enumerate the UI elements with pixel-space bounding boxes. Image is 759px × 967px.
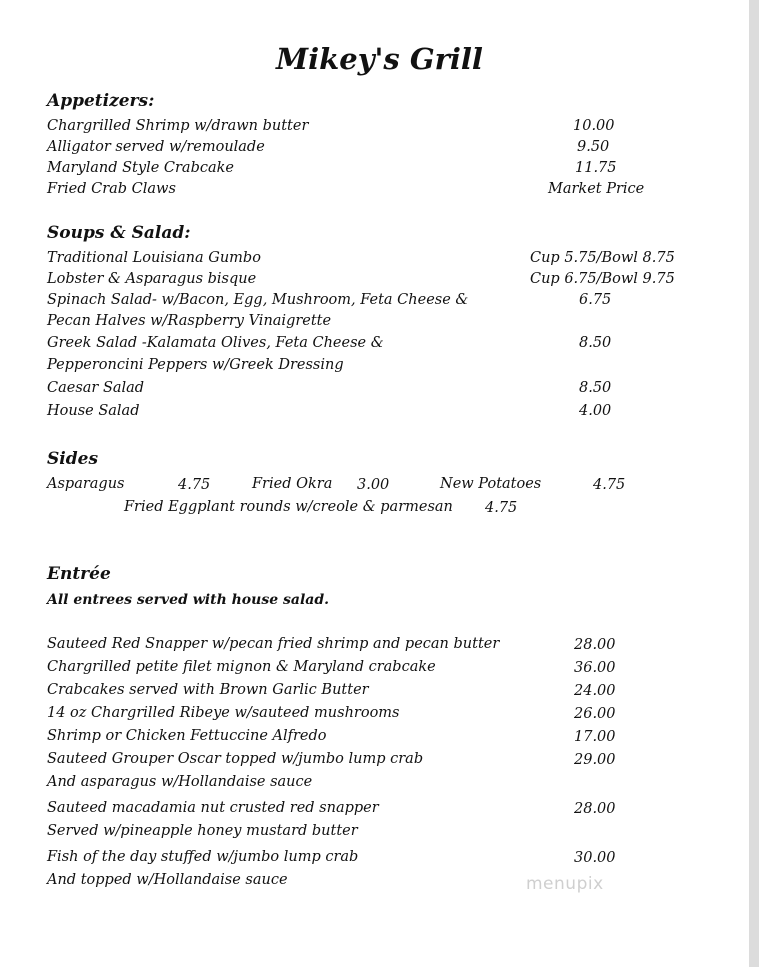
menu-item-description: Pepperoncini Peppers w/Greek Dressing [47, 357, 344, 373]
menu-item-price: 17.00 [574, 729, 616, 745]
menu-item-name: Fish of the day stuffed w/jumbo lump crab [47, 849, 359, 865]
menu-item-price: Cup 6.75/Bowl 9.75 [530, 271, 675, 287]
side-item-price: 4.75 [485, 500, 518, 516]
menu-item-name: Fried Crab Claws [47, 181, 176, 197]
menu-item-description: And topped w/Hollandaise sauce [47, 872, 288, 888]
menu-item-name: Chargrilled Shrimp w/drawn butter [47, 118, 309, 134]
sides-heading: Sides [47, 449, 99, 469]
menu-item-name: Crabcakes served with Brown Garlic Butter [47, 682, 369, 698]
menu-item-name: Lobster & Asparagus bisque [47, 271, 257, 287]
menu-item-price: 24.00 [574, 683, 616, 699]
menu-item-price: 8.50 [579, 380, 612, 396]
menu-item-name: Chargrilled petite filet mignon & Maryland crabcake [47, 659, 436, 675]
menu-item-name: Caesar Salad [47, 380, 145, 396]
appetizers-heading: Appetizers: [47, 91, 155, 111]
menu-item-price: 28.00 [574, 637, 616, 653]
menu-item-price: 36.00 [574, 660, 616, 676]
menu-item-name: Greek Salad -Kalamata Olives, Feta Cheese & [47, 335, 384, 351]
menu-item-name: Traditional Louisiana Gumbo [47, 250, 261, 266]
menu-item-price: 8.50 [579, 335, 612, 351]
side-item-price: 4.75 [593, 477, 626, 493]
menu-item-description: Served w/pineapple honey mustard butter [47, 823, 358, 839]
menu-item-name: Shrimp or Chicken Fettuccine Alfredo [47, 728, 327, 744]
menu-item-description: And asparagus w/Hollandaise sauce [47, 774, 313, 790]
soups-salad-heading: Soups & Salad: [47, 223, 191, 243]
menu-item-name: Maryland Style Crabcake [47, 160, 234, 176]
side-item-name: Fried Eggplant rounds w/creole & parmesan [124, 499, 453, 515]
menu-item-price: Market Price [548, 181, 645, 197]
side-item-name: Fried Okra [252, 476, 333, 492]
menu-item-name: Sauteed macadamia nut crusted red snapper [47, 800, 379, 816]
side-item-name: New Potatoes [440, 476, 542, 492]
side-item-price: 4.75 [178, 477, 211, 493]
entree-note: All entrees served with house salad. [47, 592, 329, 608]
restaurant-title: Mikey's Grill [276, 42, 483, 76]
menu-item-price: 30.00 [574, 850, 616, 866]
side-item-name: Asparagus [47, 476, 125, 492]
menu-item-price: 10.00 [573, 118, 615, 134]
menu-item-price: 28.00 [574, 801, 616, 817]
menu-item-price: 29.00 [574, 752, 616, 768]
menu-item-price: 26.00 [574, 706, 616, 722]
menu-item-price: 11.75 [575, 160, 617, 176]
menu-item-price: Cup 5.75/Bowl 8.75 [530, 250, 675, 266]
menupix-watermark: menupix [526, 874, 604, 894]
menu-item-name: Spinach Salad- w/Bacon, Egg, Mushroom, Feta Cheese & [47, 292, 469, 308]
menu-item-price: 6.75 [579, 292, 612, 308]
menu-item-name: Alligator served w/remoulade [47, 139, 265, 155]
page-edge [749, 0, 759, 967]
side-item-price: 3.00 [357, 477, 390, 493]
menu-item-name: Sauteed Red Snapper w/pecan fried shrimp and pecan butter [47, 636, 500, 652]
menu-item-name: Sauteed Grouper Oscar topped w/jumbo lump crab [47, 751, 424, 767]
entree-heading: Entrée [47, 564, 111, 584]
menu-item-price: 9.50 [577, 139, 610, 155]
menu-item-price: 4.00 [579, 403, 612, 419]
menu-item-description: Pecan Halves w/Raspberry Vinaigrette [47, 313, 332, 329]
menu-item-name: 14 oz Chargrilled Ribeye w/sauteed mushrooms [47, 705, 400, 721]
menu-item-name: House Salad [47, 403, 140, 419]
